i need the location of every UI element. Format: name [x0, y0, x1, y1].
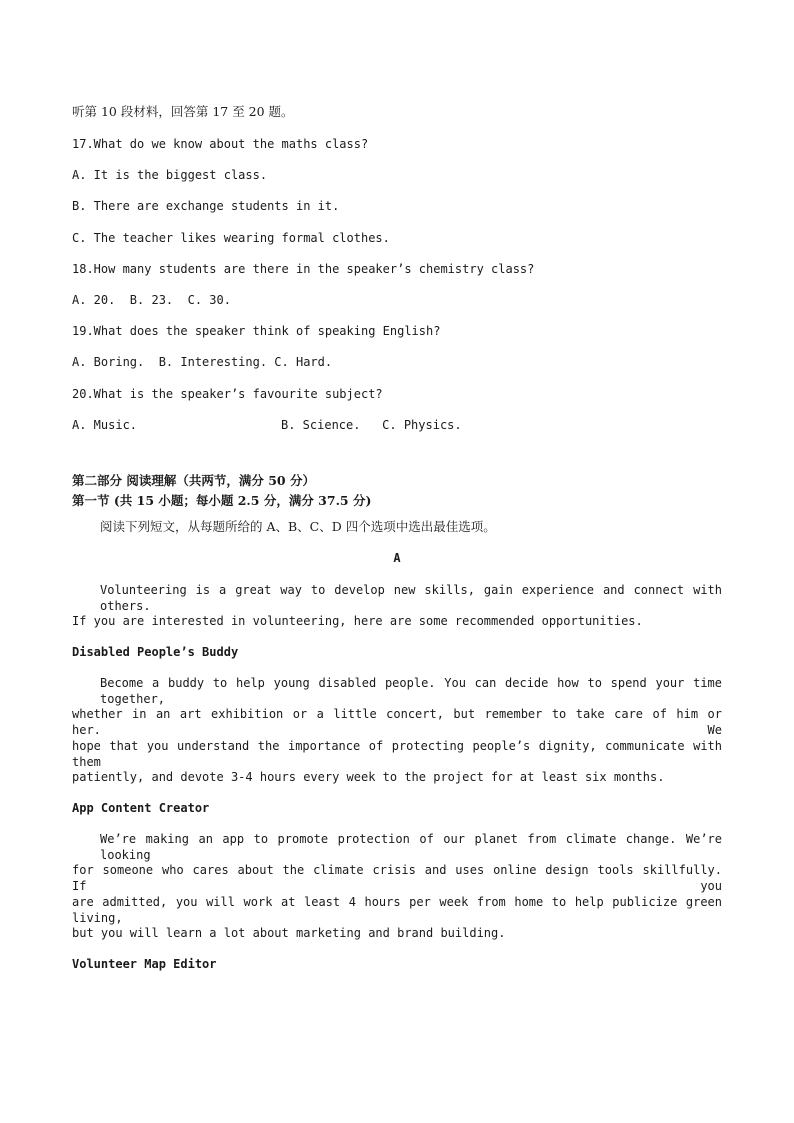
p1-line-1: Become a buddy to help young disabled people. You can decide how to spend your time together,	[100, 676, 722, 706]
part-two-title: 第二部分 阅读理解（共两节，满分 50 分）	[72, 473, 315, 488]
question-20-options-bc: B. Science. C. Physics.	[281, 418, 462, 432]
heading-app-creator: App Content Creator	[72, 801, 210, 815]
question-18-options: A. 20. B. 23. C. 30.	[72, 293, 231, 307]
question-19-options: A. Boring. B. Interesting. C. Hard.	[72, 355, 333, 369]
p2-line-4: but you will learn a lot about marketing and brand building.	[72, 926, 506, 940]
question-17-option-a: A. It is the biggest class.	[72, 168, 268, 182]
p2-line-1: We’re making an app to promote protection of our planet from climate change. We’re looking	[100, 832, 722, 862]
p2-line-3: are admitted, you will work at least 4 hours per week from home to help publicize green living,	[72, 895, 722, 925]
section-one-title: 第一节 (共 15 小题；每小题 2.5 分，满分 37.5 分)	[72, 493, 372, 508]
question-18: 18.How many students are there in the speaker’s chemistry class?	[72, 262, 535, 276]
question-20-option-a: A. Music.	[72, 418, 138, 432]
question-19: 19.What does the speaker think of speaking English?	[72, 324, 441, 338]
intro-line-2: If you are interested in volunteering, here are some recommended opportunities.	[72, 614, 643, 628]
passage-label: A	[393, 551, 401, 565]
listening-instruction: 听第 10 段材料，回答第 17 至 20 题。	[72, 104, 294, 119]
heading-map-editor: Volunteer Map Editor	[72, 957, 217, 971]
question-17-option-b: B. There are exchange students in it.	[72, 199, 340, 213]
intro-line-1: Volunteering is a great way to develop new skills, gain experience and connect with others.	[100, 583, 722, 613]
p2-line-2: for someone who cares about the climate crisis and uses online design tools skillfully. If you	[72, 863, 722, 893]
reading-instruction: 阅读下列短文，从每题所给的 A、B、C、D 四个选项中选出最佳选项。	[100, 519, 496, 534]
question-20: 20.What is the speaker’s favourite subject?	[72, 387, 383, 401]
question-17-option-c: C. The teacher likes wearing formal clothes.	[72, 231, 390, 245]
p1-line-2: whether in an art exhibition or a little concert, but remember to take care of him or her. We	[72, 707, 722, 737]
p1-line-3: hope that you understand the importance of protecting people’s dignity, communicate with them	[72, 739, 722, 769]
p1-line-4: patiently, and devote 3-4 hours every week to the project for at least six months.	[72, 770, 665, 784]
question-17: 17.What do we know about the maths class?	[72, 137, 369, 151]
heading-disabled-buddy: Disabled People’s Buddy	[72, 645, 239, 659]
